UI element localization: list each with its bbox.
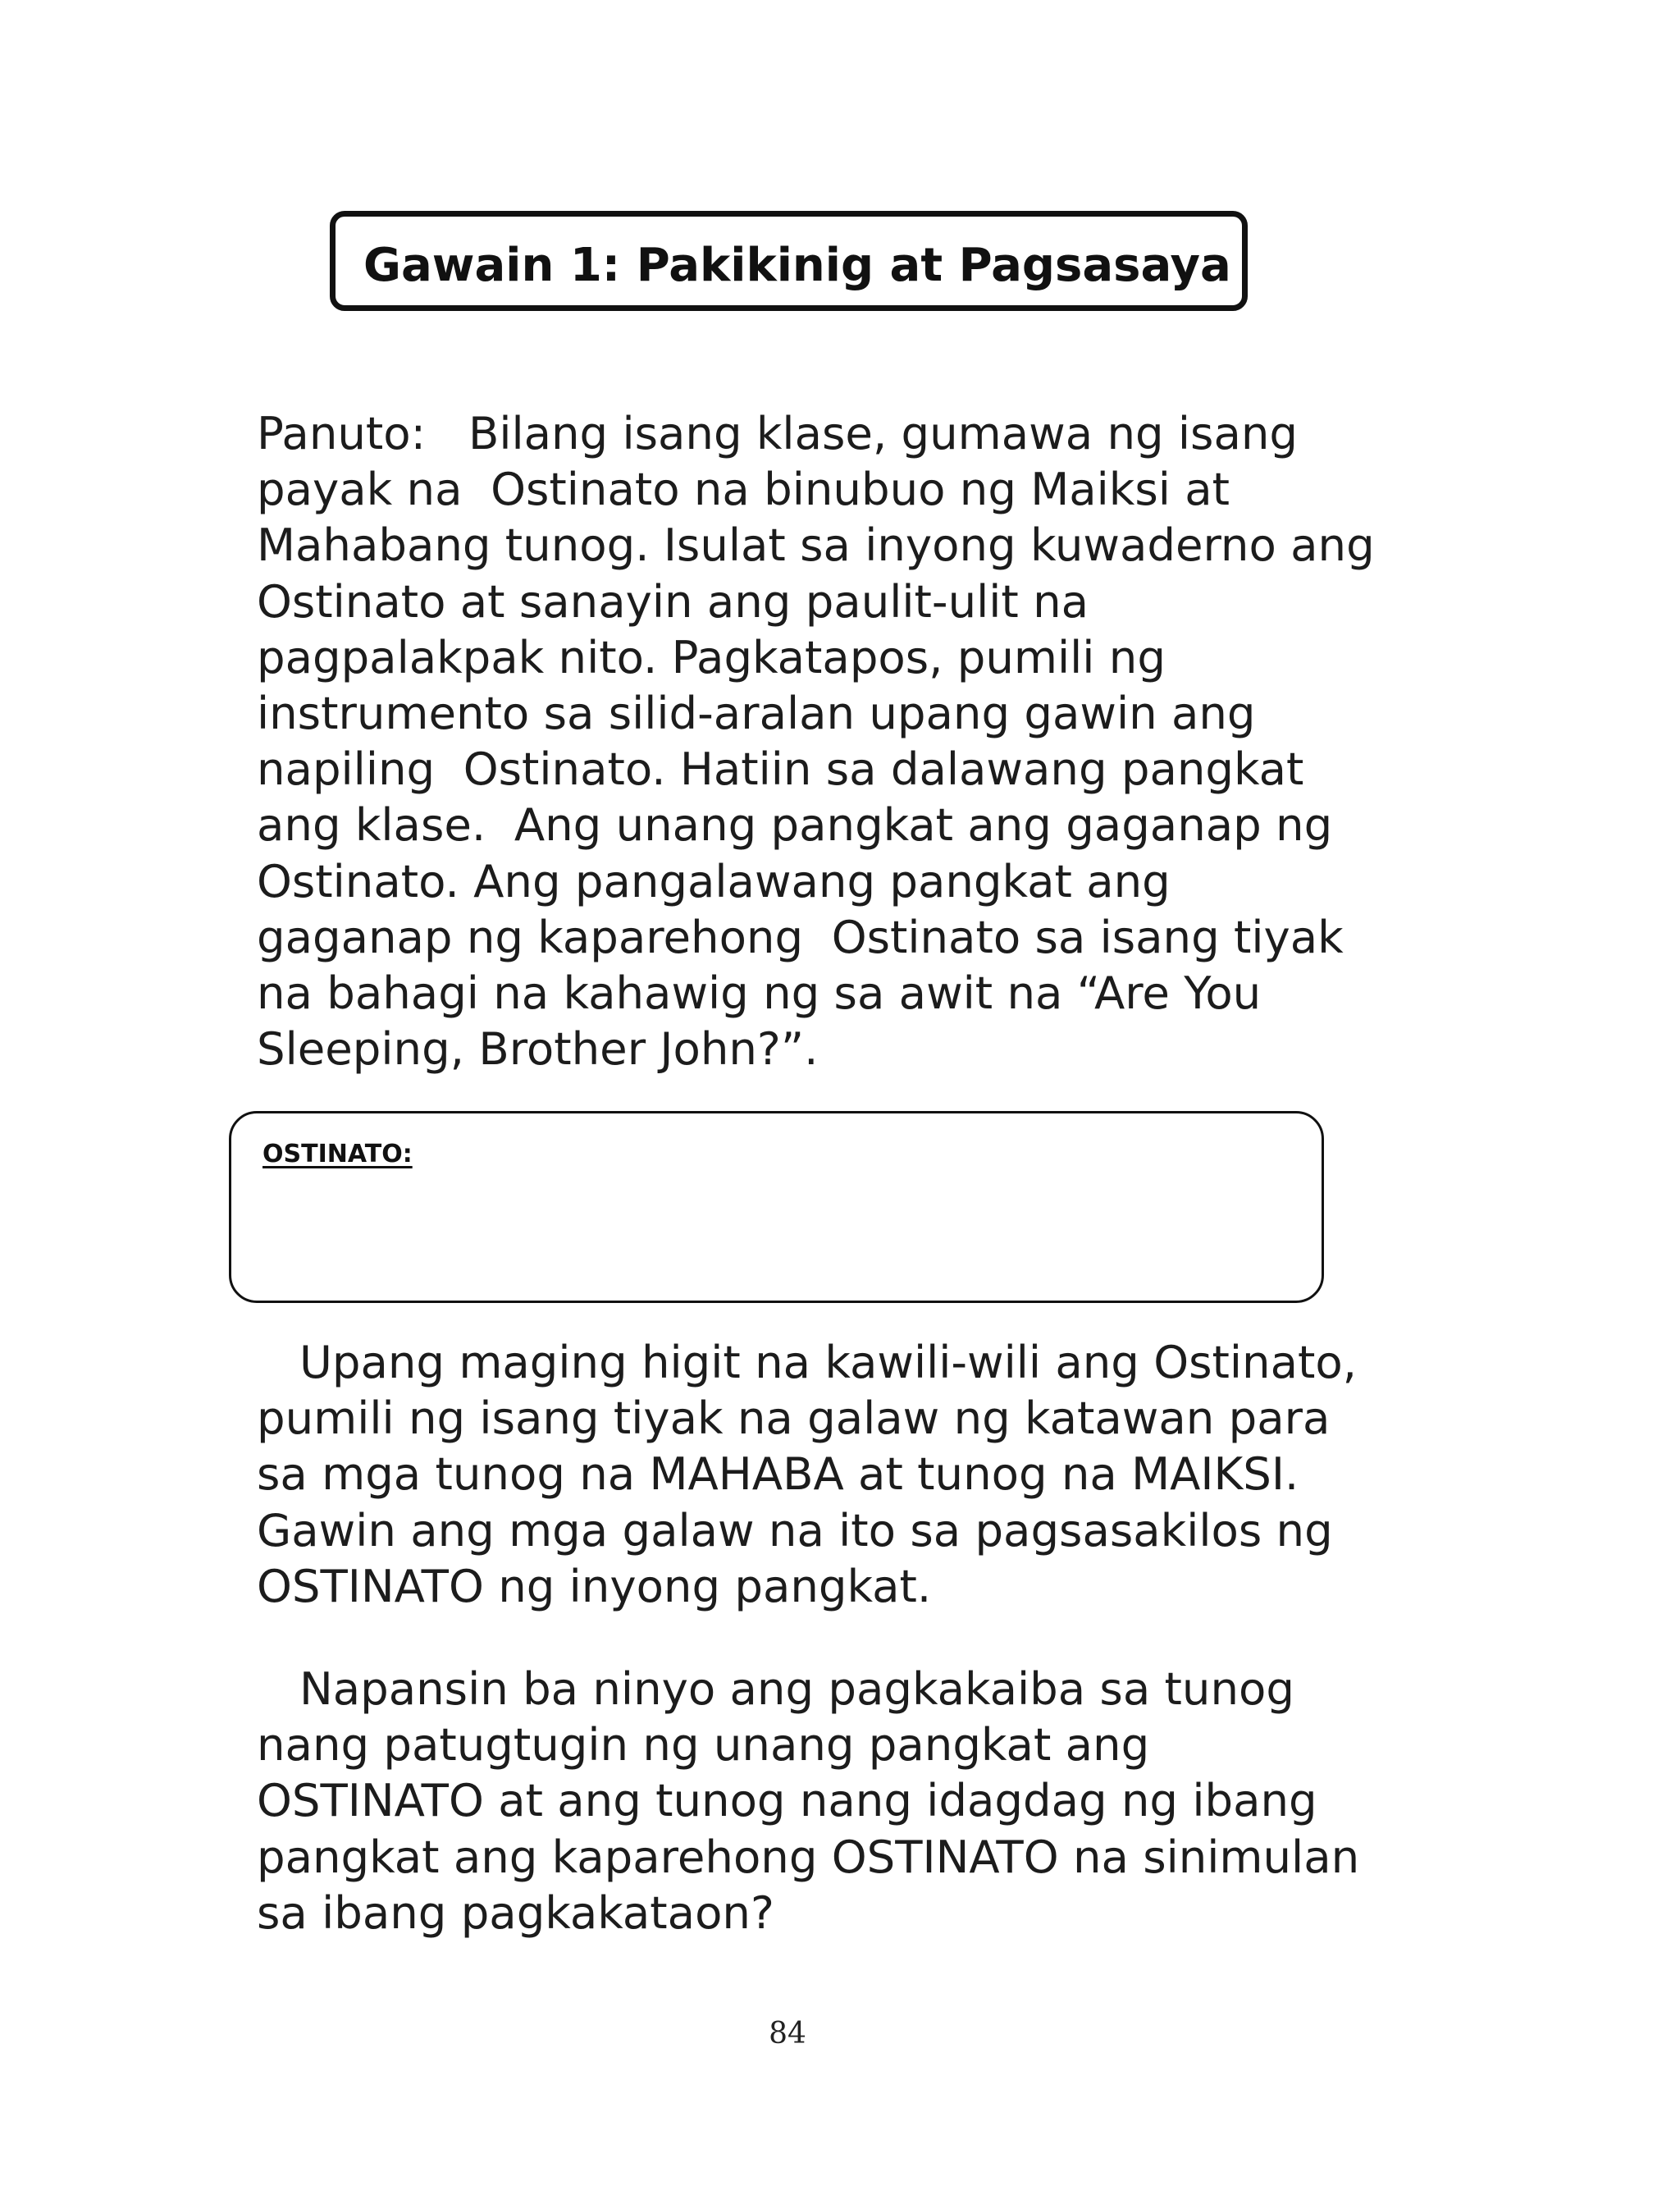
instructions-line: instrumento sa silid-aralan upang gawin ang (257, 687, 1256, 740)
page-number: 84 (769, 2017, 806, 2051)
instructions-line: Panuto: Bilang isang klase, gumawa ng isang (257, 407, 1298, 459)
question-line: pangkat ang kaparehong OSTINATO na sinimulan (257, 1830, 1360, 1883)
movement-line: Gawin ang mga galaw na ito sa pagsasakilos ng (257, 1503, 1333, 1557)
question-line: sa ibang pagkakataon? (257, 1886, 774, 1939)
instructions-line: na bahagi na kahawig ng sa awit na “Are You (257, 967, 1262, 1020)
movement-paragraph (257, 1334, 1422, 1614)
instructions-line: Mahabang tunog. Isulat sa inyong kuwaderno ang (257, 519, 1375, 572)
movement-line: OSTINATO ng inyong pangkat. (257, 1559, 932, 1612)
instructions-line: Ostinato at sanayin ang paulit-ulit na (257, 574, 1089, 628)
instructions-line: pagpalakpak nito. Pagkatapos, pumili ng (257, 630, 1166, 684)
ostinato-answer-box (229, 1111, 1324, 1303)
question-line: OSTINATO at ang tunog nang idagdag ng ibang (257, 1774, 1317, 1827)
movement-line: Upang maging higit na kawili-wili ang Ostinato, (257, 1336, 1357, 1388)
instructions-line: Ostinato. Ang pangalawang pangkat ang (257, 854, 1171, 908)
question-line: nang patugtugin ng unang pangkat ang (257, 1718, 1150, 1772)
instructions-line: Sleeping, Brother John?”. (257, 1022, 819, 1076)
instructions-line: ang klase. Ang unang pangkat ang gaganap ng (257, 798, 1333, 852)
activity-title: Gawain 1: Pakikinig at Pagsasaya (363, 239, 1231, 292)
activity-title-box (330, 211, 1248, 311)
movement-line: pumili ng isang tiyak na galaw ng katawan para (257, 1392, 1331, 1445)
instructions-line: napiling Ostinato. Hatiin sa dalawang pangkat (257, 743, 1304, 796)
question-paragraph (257, 1661, 1422, 1941)
movement-line: sa mga tunog na MAHABA at tunog na MAIKSI. (257, 1447, 1299, 1501)
question-line: Napansin ba ninyo ang pagkakaiba sa tunog (257, 1662, 1294, 1715)
instructions-line: payak na Ostinato na binubuo ng Maiksi at (257, 463, 1230, 516)
instructions-line: gaganap ng kaparehong Ostinato sa isang tiyak (257, 910, 1344, 963)
instructions-paragraph (257, 405, 1422, 1077)
ostinato-label: OSTINATO: (262, 1140, 413, 1168)
